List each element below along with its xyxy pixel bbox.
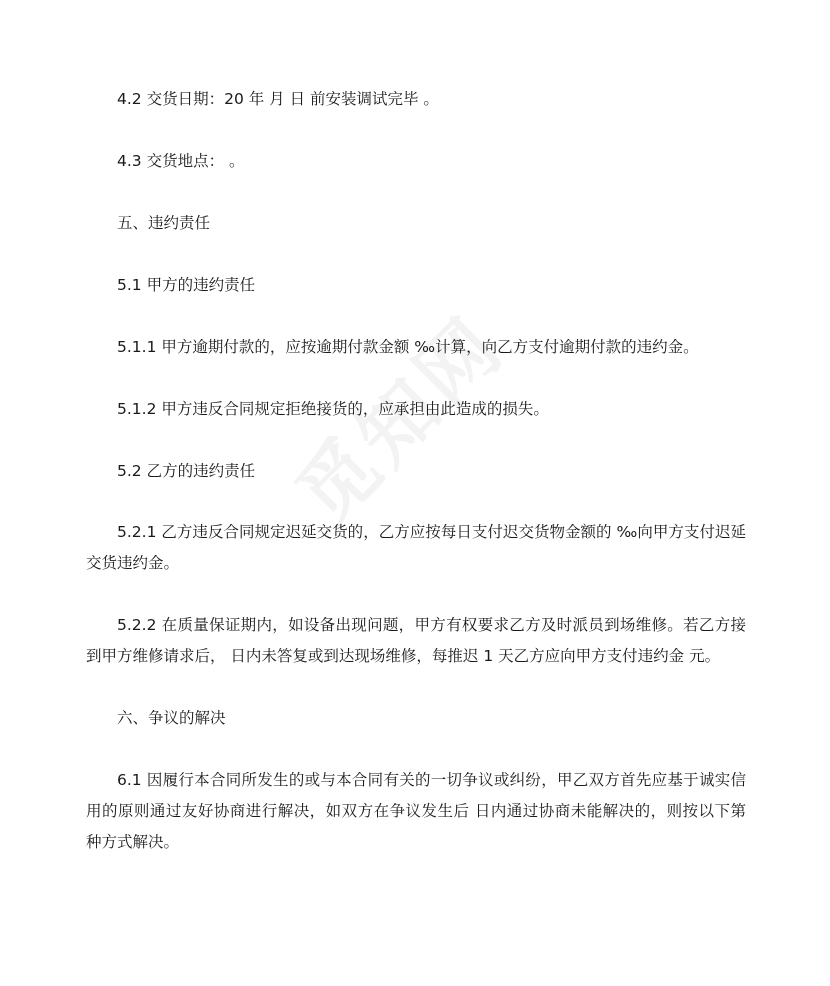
section-heading-5: 五、违约责任 [117, 214, 211, 232]
clause-6-1: 6.1 因履行本合同所发生的或与本合同有关的一切争议或纠纷，甲乙双方首先应基于诚实信用的原则通过友好协商进行解决，如双方在争议发生后 日内通过协商未能解决的，则按以下第 种方式解决。 [86, 771, 746, 851]
clause-5-1-2: 5.1.2 甲方违反合同规定拒绝接货的，应承担由此造成的损失。 [117, 400, 549, 418]
clause-5-2-1: 5.2.1 乙方违反合同规定迟延交货的，乙方应按每日支付迟交货物金额的 ‰向甲方支付迟延交货违约金。 [86, 523, 746, 572]
clause-5-1-1: 5.1.1 甲方逾期付款的，应按逾期付款金额 ‰计算，向乙方支付逾期付款的违约金。 [117, 338, 699, 356]
clause-4-2: 4.2 交货日期：20 年 月 日 前安装调试完毕 。 [117, 90, 439, 108]
clause-5-2-2: 5.2.2 在质量保证期内，如设备出现问题，甲方有权要求乙方及时派员到场维修。若乙方接到甲方维修请求后， 日内未答复或到达现场维修，每推迟 1 天乙方应向甲方支付违约金 元。 [86, 616, 746, 665]
section-heading-6: 六、争议的解决 [117, 709, 226, 727]
clause-5-2: 5.2 乙方的违约责任 [117, 462, 256, 480]
clause-4-3: 4.3 交货地点： 。 [117, 152, 245, 170]
clause-5-1: 5.1 甲方的违约责任 [117, 276, 256, 294]
